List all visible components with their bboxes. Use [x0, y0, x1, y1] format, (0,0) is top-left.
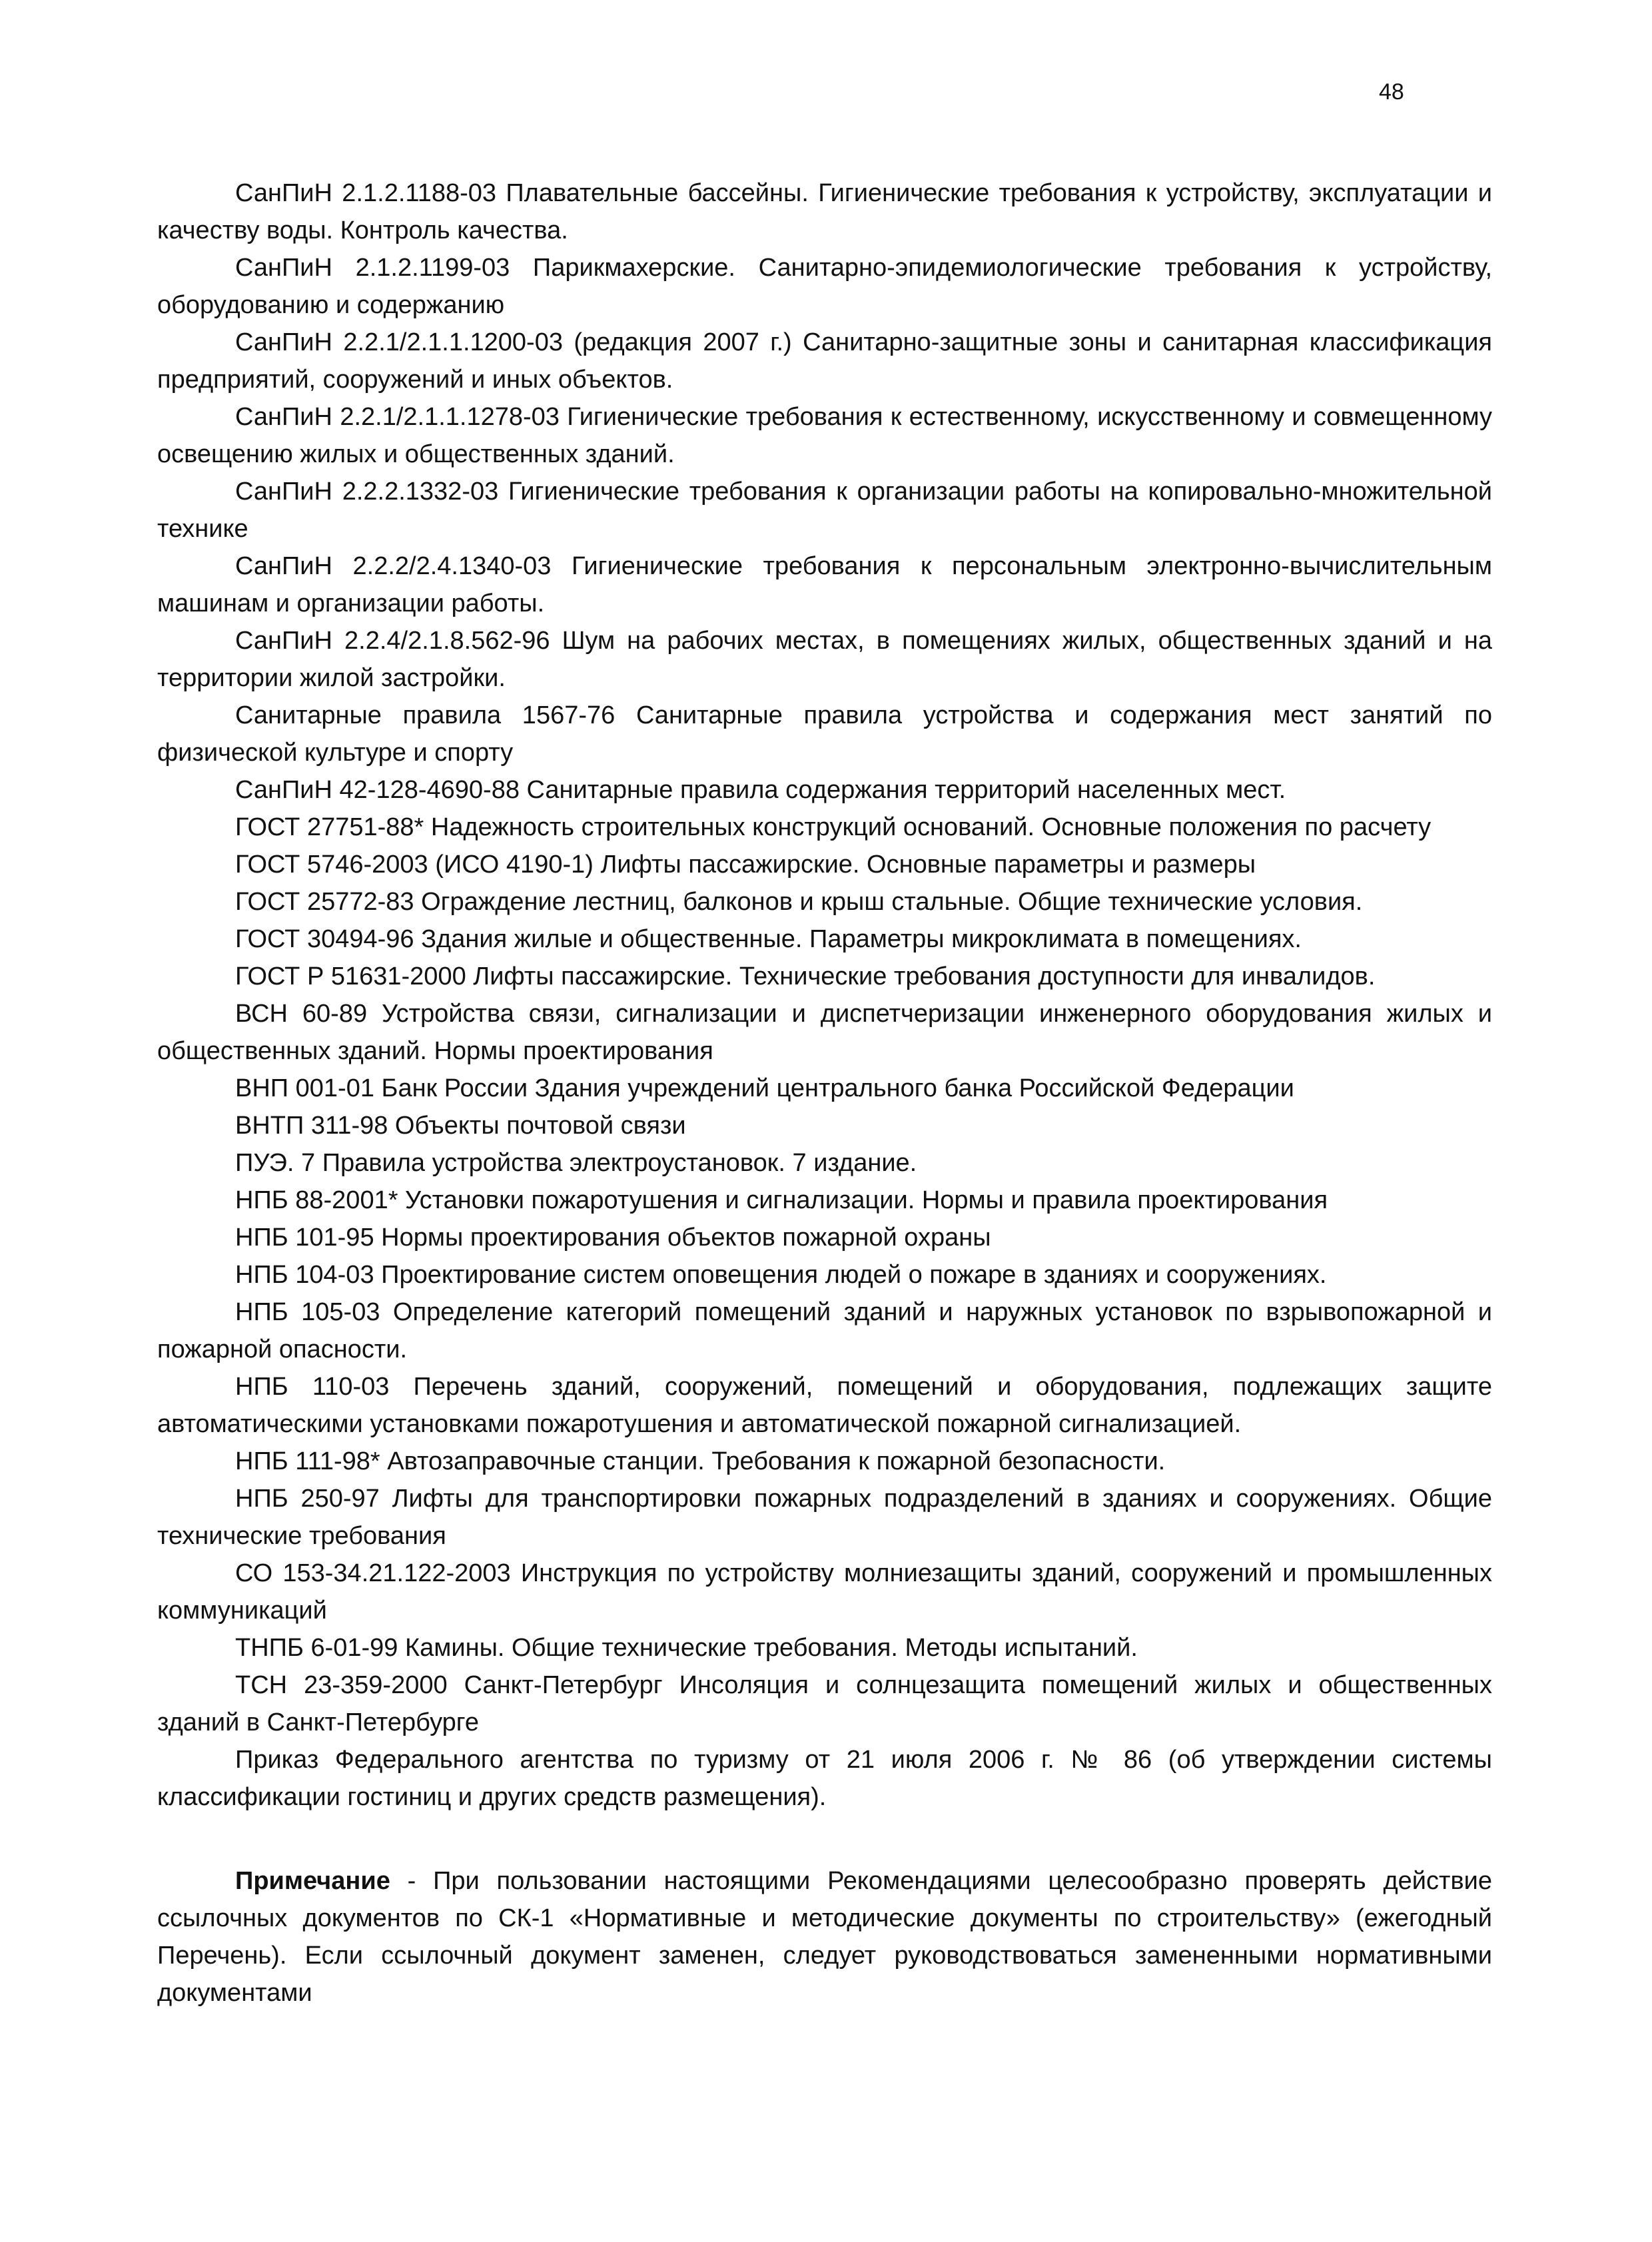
reference-list [157, 175, 1492, 2012]
reference-entry: НПБ 104-03 Проектирование систем оповещения людей о пожаре в зданиях и сооружениях. [235, 1261, 1327, 1289]
reference-entry: ГОСТ 5746-2003 (ИСО 4190-1) Лифты пассажирские. Основные параметры и размеры [235, 851, 1256, 879]
reference-entry: НПБ 111-98* Автозаправочные станции. Требования к пожарной безопасности. [235, 1447, 1166, 1475]
reference-entry: ТСН 23-359-2000 Санкт-Петербург Инсоляция и солнцезащита помещений жилых и общественных зданий в Санкт-Петербурге [157, 1671, 1492, 1736]
reference-entry: ГОСТ 25772-83 Ограждение лестниц, балконов и крыш стальные. Общие технические условия. [235, 888, 1363, 916]
reference-entry: СанПиН 2.1.2.1188-03 Плавательные бассейны. Гигиенические требования к устройству, эксплуатации и качеству воды. Контроль качества. [157, 179, 1492, 244]
reference-entry: ГОСТ Р 51631-2000 Лифты пассажирские. Технические требования доступности для инвалидов. [235, 962, 1376, 990]
reference-entry: НПБ 88-2001* Установки пожаротушения и сигнализации. Нормы и правила проектирования [235, 1186, 1328, 1214]
note-text: - При пользовании настоящими Рекомендациями целесообразно проверять действие ссылочных документов по СК-1 «Нормативные и методические документы по строительству» (ежегодный Перечень). Если ссылочный документ заменен, следует руководствоваться замененными нормативными документами [157, 1867, 1492, 2007]
reference-entry: СанПиН 2.2.1/2.1.1.1278-03 Гигиенические требования к естественному, искусственному и совмещенному освещению жилых и общественных зданий. [157, 403, 1492, 468]
reference-entry: НПБ 110-03 Перечень зданий, сооружений, помещений и оборудования, подлежащих защите автоматическими установками пожаротушения и автоматической пожарной сигнализацией. [157, 1373, 1492, 1438]
reference-entry: ПУЭ. 7 Правила устройства электроустановок. 7 издание. [235, 1149, 917, 1177]
reference-entry: СанПиН 42-128-4690-88 Санитарные правила содержания территорий населенных мест. [235, 776, 1286, 804]
reference-entry: ВСН 60-89 Устройства связи, сигнализации и диспетчеризации инженерного оборудования жилых и общественных зданий. Нормы проектирования [157, 1000, 1492, 1065]
reference-entry: СанПиН 2.2.1/2.1.1.1200-03 (редакция 2007 г.) Санитарно-защитные зоны и санитарная классификация предприятий, сооружений и иных объектов. [157, 328, 1492, 394]
reference-entry: НПБ 105-03 Определение категорий помещений зданий и наружных установок по взрывопожарной и пожарной опасности. [157, 1298, 1492, 1363]
reference-entry: ВНП 001-01 Банк России Здания учреждений центрального банка Российской Федерации [235, 1074, 1294, 1102]
reference-entry: СО 153-34.21.122-2003 Инструкция по устройству молниезащиты зданий, сооружений и промышленных коммуникаций [157, 1559, 1492, 1625]
reference-entry: НПБ 101-95 Нормы проектирования объектов пожарной охраны [235, 1224, 991, 1252]
reference-entry: СанПиН 2.2.2/2.4.1340-03 Гигиенические требования к персональным электронно-вычислительным машинам и организации работы. [157, 552, 1492, 617]
page-number: 48 [1379, 79, 1404, 105]
reference-entry: ГОСТ 27751-88* Надежность строительных конструкций оснований. Основные положения по расчету [235, 813, 1432, 841]
reference-entry: ГОСТ 30494-96 Здания жилые и общественные. Параметры микроклимата в помещениях. [235, 925, 1302, 953]
reference-entry: СанПиН 2.1.2.1199-03 Парикмахерские. Санитарно-эпидемиологические требования к устройству, оборудованию и содержанию [157, 254, 1492, 319]
note-paragraph [157, 1862, 1492, 2012]
reference-entry: ТНПБ 6-01-99 Камины. Общие технические требования. Методы испытаний. [235, 1634, 1138, 1662]
note-label: Примечание [235, 1867, 390, 1895]
reference-entry: НПБ 250-97 Лифты для транспортировки пожарных подразделений в зданиях и сооружениях. Общие технические требования [157, 1485, 1492, 1550]
reference-entry: СанПиН 2.2.2.1332-03 Гигиенические требования к организации работы на копировально-множительной технике [157, 478, 1492, 543]
reference-entry: ВНТП 311-98 Объекты почтовой связи [235, 1112, 686, 1140]
reference-entry: СанПиН 2.2.4/2.1.8.562-96 Шум на рабочих местах, в помещениях жилых, общественных зданий и на территории жилой застройки. [157, 627, 1492, 692]
reference-entry: Приказ Федерального агентства по туризму от 21 июля 2006 г. № 86 (об утверждении системы классификации гостиниц и других средств размещения). [157, 1746, 1492, 1811]
reference-entry: Санитарные правила 1567-76 Санитарные правила устройства и содержания мест занятий по физической культуре и спорту [157, 701, 1492, 767]
